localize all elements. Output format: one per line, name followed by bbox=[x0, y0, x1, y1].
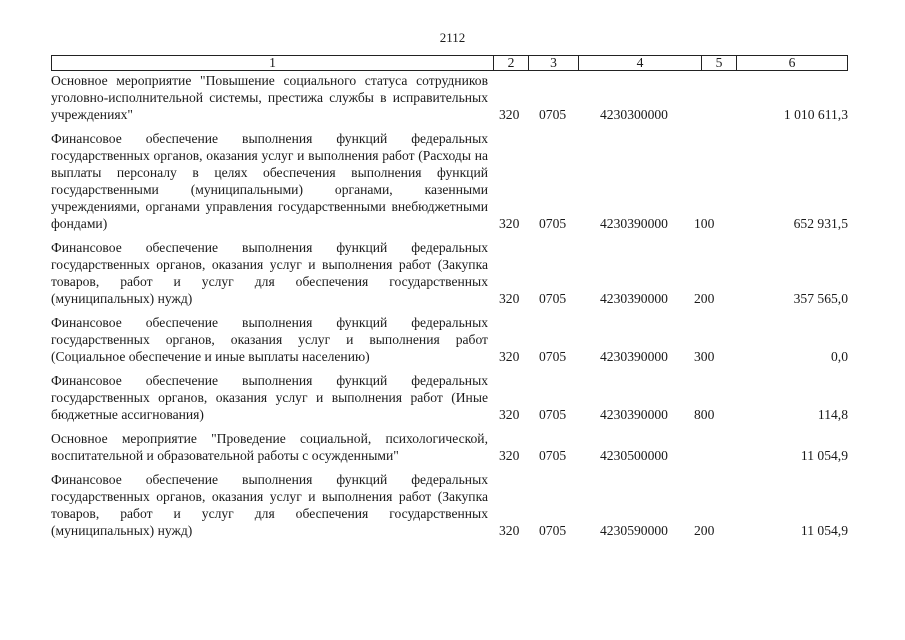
header-col-6: 6 bbox=[788, 55, 796, 70]
header-col-4: 4 bbox=[579, 56, 702, 70]
table-row bbox=[51, 471, 848, 539]
row-glava: 320 bbox=[499, 216, 520, 231]
table-row bbox=[51, 430, 848, 464]
row-description: Финансовое обеспечение выполнения функций федеральных государственных органов, оказания услуг и выполнения работ (Закупка товаров, работ и услуг для обеспечения государственных (муниципальных) нужд) bbox=[51, 472, 488, 538]
table-header bbox=[51, 55, 848, 71]
header-col-1: 1 bbox=[52, 56, 494, 70]
row-section: 0705 bbox=[539, 107, 567, 122]
row-target-article: 4230300000 bbox=[600, 107, 668, 122]
row-amount: 652 931,5 bbox=[793, 216, 848, 231]
row-glava: 320 bbox=[499, 448, 520, 463]
row-amount: 0,0 bbox=[831, 349, 848, 364]
table-row bbox=[51, 72, 848, 123]
row-glava: 320 bbox=[499, 407, 520, 422]
row-section: 0705 bbox=[539, 291, 567, 306]
row-target-article: 4230500000 bbox=[600, 448, 668, 463]
row-description: Финансовое обеспечение выполнения функций федеральных государственных органов, оказания услуг и выполнения работ (Закупка товаров, работ и услуг для обеспечения государственных (муниципальных) нужд) bbox=[51, 240, 488, 306]
page-number: 2112 bbox=[439, 30, 466, 45]
row-amount: 11 054,9 bbox=[800, 448, 848, 463]
row-target-article: 4230390000 bbox=[600, 291, 668, 306]
row-section: 0705 bbox=[539, 407, 567, 422]
row-expense-type: 200 bbox=[694, 291, 715, 306]
row-expense-type: 800 bbox=[694, 407, 715, 422]
row-glava: 320 bbox=[499, 349, 520, 364]
row-section: 0705 bbox=[539, 448, 567, 463]
row-amount: 11 054,9 bbox=[800, 523, 848, 538]
row-description: Финансовое обеспечение выполнения функций федеральных государственных органов, оказания услуг и выполнения работ (Расходы на выплаты персоналу в целях обеспечения выполнения функций государственными (муниципальными) органами, казенными учреждениями, органами управления государственными внебюджетными фондами) bbox=[51, 131, 488, 231]
row-description: Основное мероприятие "Проведение социальной, психологической, воспитательной и образовательной работы с осужденными" bbox=[51, 431, 488, 463]
table-row bbox=[51, 239, 848, 307]
row-glava: 320 bbox=[499, 291, 520, 306]
row-expense-type: 300 bbox=[694, 349, 715, 364]
table-row bbox=[51, 314, 848, 365]
header-col-5: 5 bbox=[702, 56, 737, 70]
row-expense-type: 200 bbox=[694, 523, 715, 538]
row-description: Основное мероприятие "Повышение социального статуса сотрудников уголовно-исполнительной системы, престижа службы в исправительных учреждениях" bbox=[51, 73, 488, 122]
row-section: 0705 bbox=[539, 349, 567, 364]
table-row bbox=[51, 372, 848, 423]
row-expense-type: 100 bbox=[694, 216, 715, 231]
row-glava: 320 bbox=[499, 107, 520, 122]
row-glava: 320 bbox=[499, 523, 520, 538]
row-target-article: 4230390000 bbox=[600, 216, 668, 231]
row-target-article: 4230390000 bbox=[600, 349, 668, 364]
header-col-2: 2 bbox=[494, 56, 529, 70]
row-description: Финансовое обеспечение выполнения функций федеральных государственных органов, оказания услуг и выполнения работ (Социальное обеспечение и иные выплаты населению) bbox=[51, 315, 488, 364]
row-amount: 114,8 bbox=[817, 407, 848, 422]
row-target-article: 4230590000 bbox=[600, 523, 668, 538]
row-description: Финансовое обеспечение выполнения функций федеральных государственных органов, оказания услуг и выполнения работ (Иные бюджетные ассигнования) bbox=[51, 373, 488, 422]
table-body bbox=[51, 72, 848, 546]
row-target-article: 4230390000 bbox=[600, 407, 668, 422]
header-col-3: 3 bbox=[529, 56, 579, 70]
table-row bbox=[51, 130, 848, 232]
row-amount: 1 010 611,3 bbox=[783, 107, 848, 122]
row-section: 0705 bbox=[539, 523, 567, 538]
row-amount: 357 565,0 bbox=[793, 291, 848, 306]
row-section: 0705 bbox=[539, 216, 567, 231]
